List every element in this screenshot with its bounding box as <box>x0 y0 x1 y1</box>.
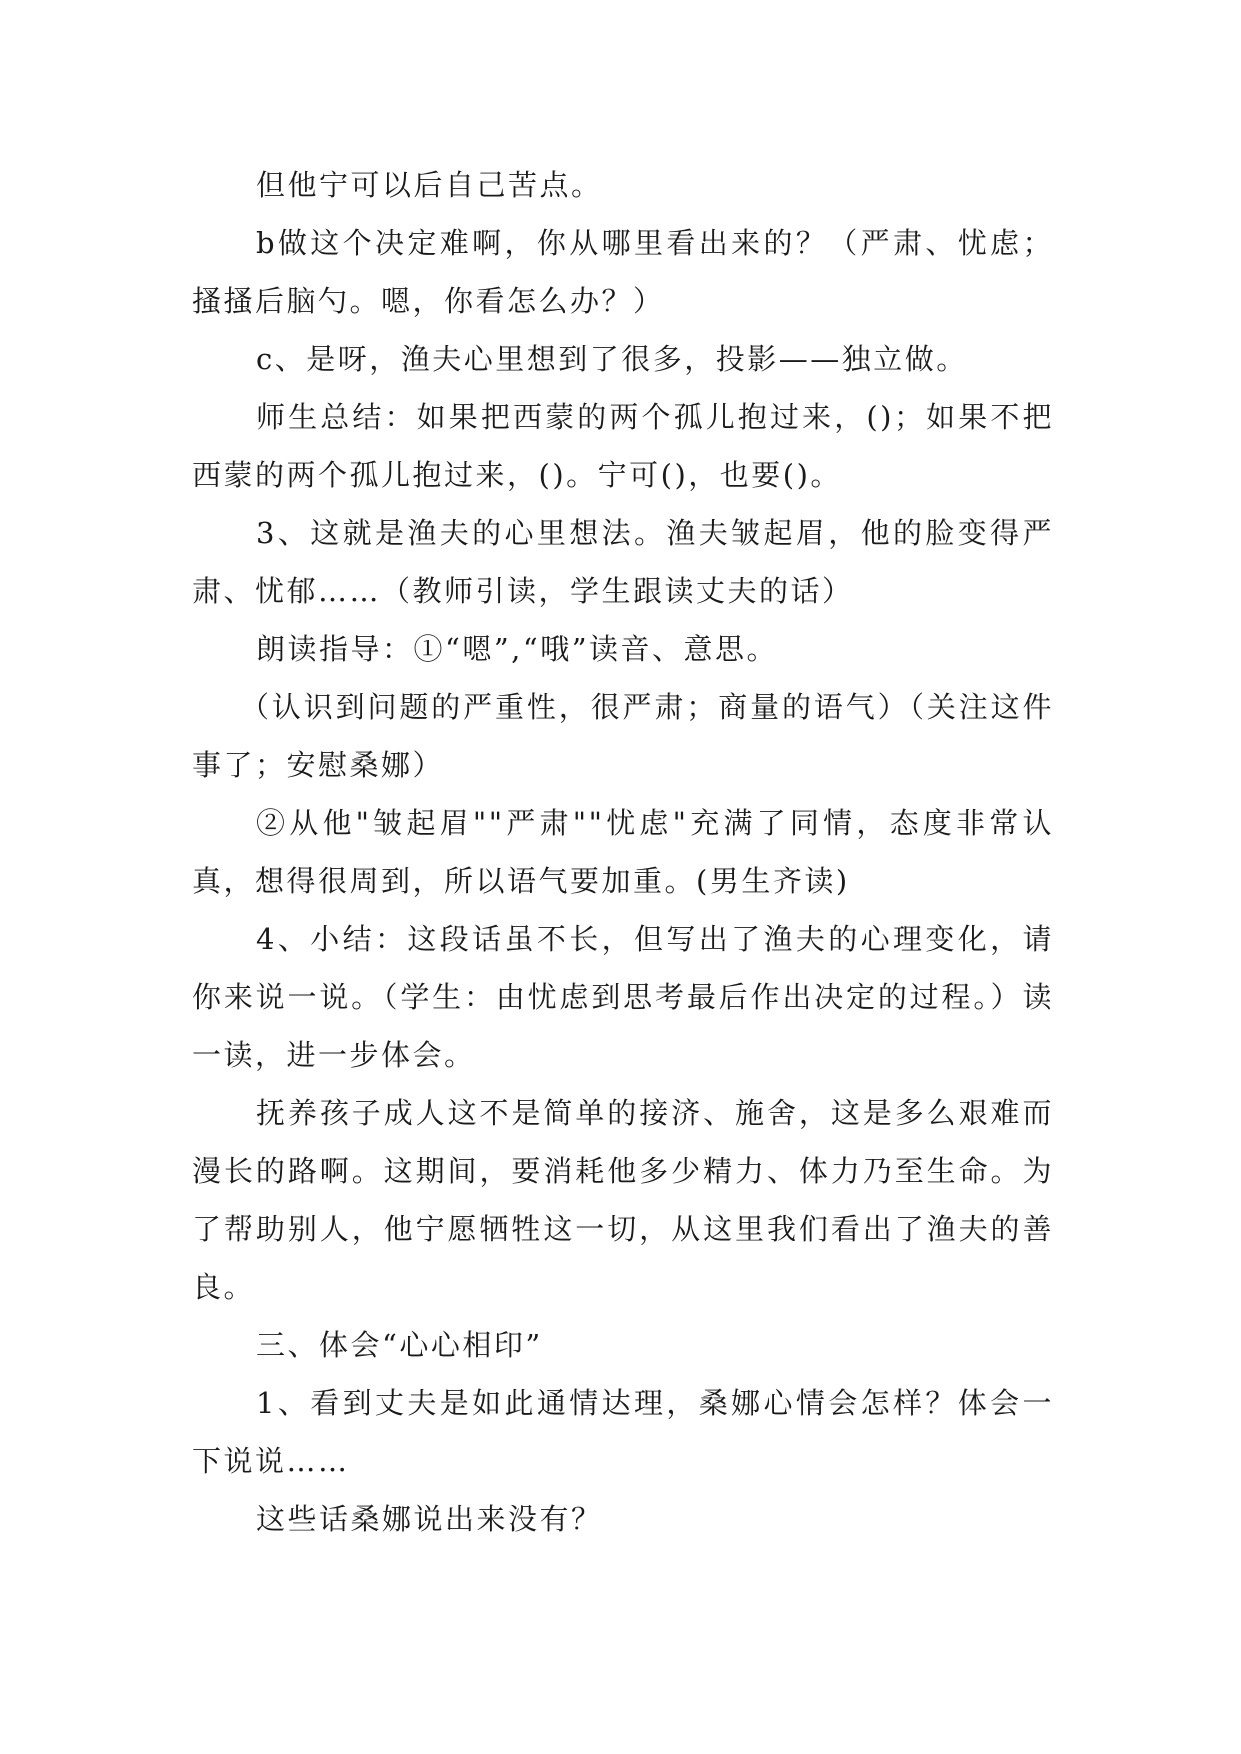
paragraph: ②从他"皱起眉""严肃""忧虑"充满了同情，态度非常认真，想得很周到，所以语气要加重。(男生齐读) <box>192 806 1054 898</box>
section-heading: 三、体会“心心相印” <box>256 1328 543 1362</box>
paragraph: 但他宁可以后自己苦点。 <box>256 168 603 202</box>
paragraph: c、是呀，渔夫心里想到了很多，投影——独立做。 <box>256 342 968 376</box>
paragraph: （认识到问题的严重性，很严肃；商量的语气）（关注这件事了；安慰桑娜） <box>192 690 1054 782</box>
paragraph: 3、这就是渔夫的心里想法。渔夫皱起眉，他的脸变得严肃、忧郁……（教师引读，学生跟读丈夫的话） <box>192 516 1054 608</box>
paragraph: 抚养孩子成人这不是简单的接济、施舍，这是多么艰难而漫长的路啊。这期间，要消耗他多少精力、体力乃至生命。为了帮助别人，他宁愿牺牲这一切，从这里我们看出了渔夫的善良。 <box>192 1096 1054 1304</box>
document-body <box>192 156 1054 1548</box>
paragraph: b做这个决定难啊，你从哪里看出来的？（严肃、忧虑；搔搔后脑勺。嗯，你看怎么办？） <box>192 226 1054 318</box>
paragraph: 朗读指导：①“嗯”,“哦”读音、意思。 <box>256 632 779 666</box>
paragraph: 师生总结：如果把西蒙的两个孤儿抱过来，()；如果不把西蒙的两个孤儿抱过来，()。宁可()，也要()。 <box>192 400 1054 492</box>
paragraph: 这些话桑娜说出来没有？ <box>256 1502 603 1536</box>
paragraph: 1、看到丈夫是如此通情达理，桑娜心情会怎样？体会一下说说…… <box>192 1386 1054 1478</box>
paragraph: 4、小结：这段话虽不长，但写出了渔夫的心理变化，请你来说一说。（学生：由忧虑到思考最后作出决定的过程。）读一读，进一步体会。 <box>192 922 1054 1072</box>
